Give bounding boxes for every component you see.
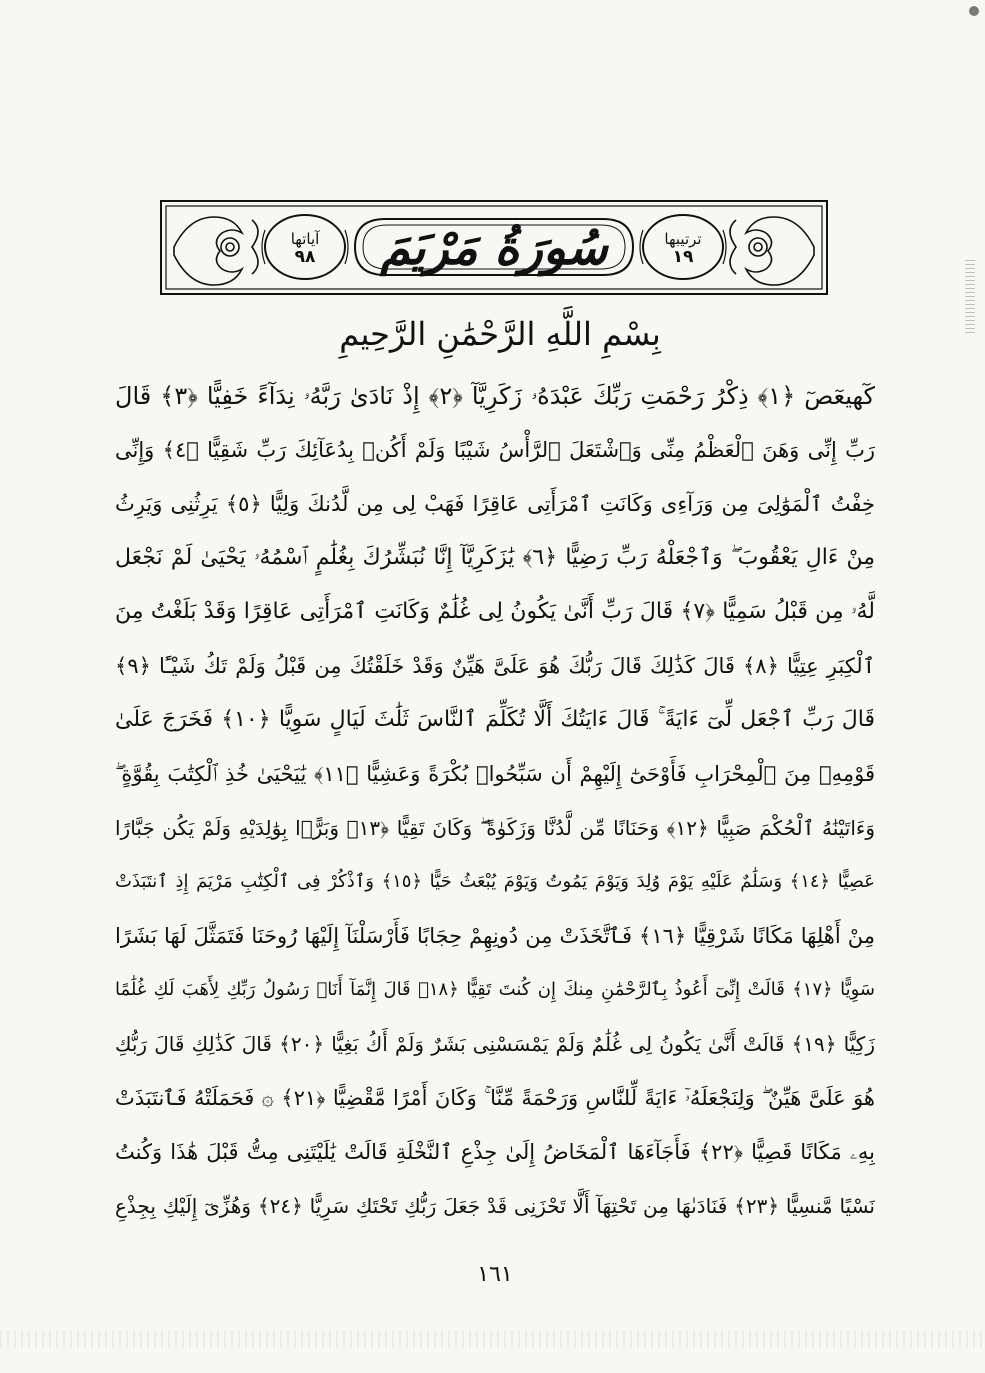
verse-line: ٱلْكِبَرِ عِتِيًّا ﴿٨﴾ قَالَ كَذَٰلِكَ قَالَ رَبُّكَ هُوَ عَلَىَّ هَيِّنٌ وَقَدْ خَلَقْتُكَ مِن قَبْلُ وَلَمْ تَكُ شَيْـًٔا ﴿٩﴾	[115, 654, 875, 678]
surah-title: سُورَةُ مَرْيَمَ	[380, 220, 608, 276]
verse-line: قَوْمِهِۦ مِنَ ٱلْمِحْرَابِ فَأَوْحَىٰٓ إِلَيْهِمْ أَن سَبِّحُوا۟ بُكْرَةً وَعَشِيًّا ﴿١١﴾ يَٰيَحْيَىٰ خُذِ ٱلْكِتَٰبَ بِقُوَّةٍ ۖ	[115, 762, 875, 786]
scan-noise	[0, 1330, 985, 1348]
verse-line: قَالَ رَبِّ ٱجْعَل لِّىٓ ءَايَةً ۚ قَالَ ءَايَتُكَ أَلَّا تُكَلِّمَ ٱلنَّاسَ ثَلَٰثَ لَيَالٍ سَوِيًّا ﴿١٠﴾ فَخَرَجَ عَلَىٰ	[115, 707, 875, 732]
scan-mark	[969, 6, 979, 16]
scan-edge-strip	[965, 260, 975, 335]
verse-line: زَكِيًّا ﴿١٩﴾ قَالَتْ أَنَّىٰ يَكُونُ لِى غُلَٰمٌ وَلَمْ يَمْسَسْنِى بَشَرٌ وَلَمْ أَكُ بَغِيًّا ﴿٢٠﴾ قَالَ كَذَٰلِكِ قَالَ رَبُّكِ	[115, 1032, 875, 1056]
verse-line: رَبِّ إِنِّى وَهَنَ ٱلْعَظْمُ مِنِّى وَٱشْتَعَلَ ٱلرَّأْسُ شَيْبًا وَلَمْ أَكُنۢ بِدُعَآئِكَ رَبِّ شَقِيًّا ﴿٤﴾ وَإِنِّى	[115, 438, 875, 462]
verse-line: مِنْ أَهْلِهَا مَكَانًا شَرْقِيًّا ﴿١٦﴾ فَٱتَّخَذَتْ مِن دُونِهِمْ حِجَابًا فَأَرْسَلْنَآ إِلَيْهَا رُوحَنَا فَتَمَثَّلَ لَهَا بَشَرًا	[115, 924, 875, 948]
order-label: ترتيبها	[664, 230, 702, 248]
verse-line: خِفْتُ ٱلْمَوَٰلِىَ مِن وَرَآءِى وَكَانَتِ ٱمْرَأَتِى عَاقِرًا فَهَبْ لِى مِن لَّدُنكَ وَلِيًّا ﴿٥﴾ يَرِثُنِى وَيَرِثُ	[115, 492, 875, 516]
ayat-number: ٩٨	[294, 247, 316, 267]
verse-line: مِنْ ءَالِ يَعْقُوبَ ۖ وَٱجْعَلْهُ رَبِّ رَضِيًّا ﴿٦﴾ يَٰزَكَرِيَّآ إِنَّا نُبَشِّرُكَ بِغُلَٰمٍ ٱسْمُهُۥ يَحْيَىٰ لَمْ نَجْعَل	[115, 545, 875, 570]
ayat-label: آياتها	[290, 230, 320, 248]
ayat-badge	[265, 220, 345, 276]
verse-line: بِهِۦ مَكَانًا قَصِيًّا ﴿٢٢﴾ فَأَجَآءَهَا ٱلْمَخَاضُ إِلَىٰ جِذْعِ ٱلنَّخْلَةِ قَالَتْ يَٰلَيْتَنِى مِتُّ قَبْلَ هَٰذَا وَكُنتُ	[115, 1140, 875, 1164]
verse-line: عَصِيًّا ﴿١٤﴾ وَسَلَٰمٌ عَلَيْهِ يَوْمَ وُلِدَ وَيَوْمَ يَمُوتُ وَيَوْمَ يُبْعَثُ حَيًّا ﴿١٥﴾ وَٱذْكُرْ فِى ٱلْكِتَٰبِ مَرْيَمَ إِذِ ٱنتَبَذَتْ	[115, 871, 875, 892]
page-number: ١٦١	[477, 1262, 513, 1287]
verse-line: وَءَاتَيْنَٰهُ ٱلْحُكْمَ صَبِيًّا ﴿١٢﴾ وَحَنَانًا مِّن لَّدُنَّا وَزَكَوٰةً ۖ وَكَانَ تَقِيًّا ﴿١٣﴾ وَبَرًّۢا بِوَٰلِدَيْهِ وَلَمْ يَكُن جَبَّارًا	[115, 816, 875, 840]
order-badge	[643, 220, 723, 276]
verse-line: كٓهيعٓصٓ ﴿١﴾ ذِكْرُ رَحْمَتِ رَبِّكَ عَبْدَهُۥ زَكَرِيَّآ ﴿٢﴾ إِذْ نَادَىٰ رَبَّهُۥ نِدَآءً خَفِيًّا ﴿٣﴾ قَالَ	[115, 382, 875, 410]
verse-text-block	[115, 372, 875, 1232]
order-number: ١٩	[672, 247, 694, 267]
verse-line: هُوَ عَلَىَّ هَيِّنٌ ۖ وَلِنَجْعَلَهُۥٓ ءَايَةً لِّلنَّاسِ وَرَحْمَةً مِّنَّا ۚ وَكَانَ أَمْرًا مَّقْضِيًّا ﴿٢١﴾ ۞ فَحَمَلَتْهُ فَٱنتَبَذَتْ	[115, 1086, 875, 1110]
basmala: بِسْمِ اللَّهِ الرَّحْمَٰنِ الرَّحِيمِ	[339, 315, 661, 353]
surah-header	[160, 200, 828, 295]
verse-line: لَّهُۥ مِن قَبْلُ سَمِيًّا ﴿٧﴾ قَالَ رَبِّ أَنَّىٰ يَكُونُ لِى غُلَٰمٌ وَكَانَتِ ٱمْرَأَتِى عَاقِرًا وَقَدْ بَلَغْتُ مِنَ	[115, 599, 875, 624]
verse-line: سَوِيًّا ﴿١٧﴾ قَالَتْ إِنِّىٓ أَعُوذُ بِٱلرَّحْمَٰنِ مِنكَ إِن كُنتَ تَقِيًّا ﴿١٨﴾ قَالَ إِنَّمَآ أَنَا۠ رَسُولُ رَبِّكِ لِأَهَبَ لَكِ غُلَٰمًا	[115, 979, 875, 1000]
verse-line: نَسْيًا مَّنسِيًّا ﴿٢٣﴾ فَنَادَىٰهَا مِن تَحْتِهَآ أَلَّا تَحْزَنِى قَدْ جَعَلَ رَبُّكِ تَحْتَكِ سَرِيًّا ﴿٢٤﴾ وَهُزِّىٓ إِلَيْكِ بِجِذْعِ	[115, 1194, 875, 1218]
